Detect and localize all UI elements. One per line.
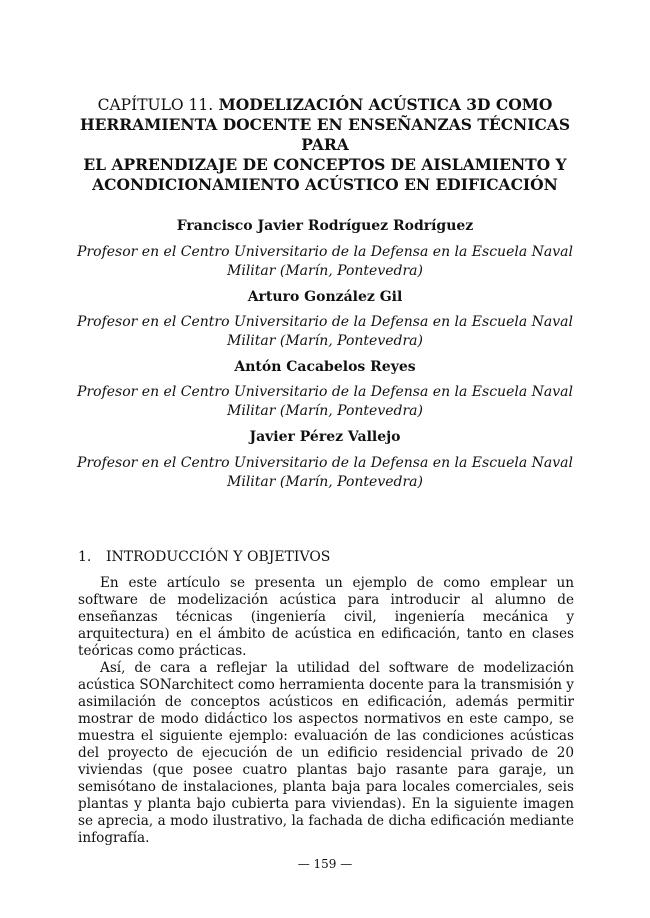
chapter-prefix: CAPÍTULO 11. xyxy=(97,96,214,114)
author-affiliation-line1: Profesor en el Centro Universitario de la Defensa en la Escuela Naval xyxy=(77,455,573,471)
author-affiliation xyxy=(60,454,590,492)
author-affiliation xyxy=(60,383,590,421)
author-name: Francisco Javier Rodríguez Rodríguez xyxy=(176,218,474,234)
page-number: — 159 — xyxy=(297,857,353,871)
author-name: Javier Pérez Vallejo xyxy=(249,429,401,445)
section-body xyxy=(78,575,574,847)
author-name: Arturo González Gil xyxy=(247,289,403,305)
author-affiliation xyxy=(60,313,590,351)
author-affiliation-line2: Militar (Marín, Pontevedra) xyxy=(227,333,423,349)
author-affiliation-line1: Profesor en el Centro Universitario de la Defensa en la Escuela Naval xyxy=(77,384,573,400)
section-title: INTRODUCCIÓN Y OBJETIVOS xyxy=(106,549,331,565)
body-paragraph: Así, de cara a reflejar la utilidad del software de modelización acústica SONarchitect como herramienta docente para la transmisión y asimilación de conceptos acústicos en edificación, además permitir mostrar de modo didáctico los aspectos normativos en este campo, se muestra el siguiente ejemplo: evaluación de las condiciones acústicas del proyecto de ejecución de un edificio residencial privado de 20 viviendas (que posee cuatro plantas bajo rasante para garaje, un semisótano de instalaciones, planta baja para locales comerciales, seis plantas y planta bajo cubierta para viviendas). En la siguiente imagen se aprecia, a modo ilustrativo, la fachada de dicha edificación mediante infografía. xyxy=(78,660,574,846)
section-number: 1. xyxy=(78,549,92,565)
author-affiliation-line1: Profesor en el Centro Universitario de la Defensa en la Escuela Naval xyxy=(77,244,573,260)
chapter-title xyxy=(70,95,580,195)
author-affiliation xyxy=(60,243,590,281)
author-affiliation-line2: Militar (Marín, Pontevedra) xyxy=(227,474,423,490)
author-name: Antón Cacabelos Reyes xyxy=(234,359,416,375)
chapter-title-line1: MODELIZACIÓN ACÚSTICA 3D COMO xyxy=(218,95,553,114)
body-paragraph: En este artículo se presenta un ejemplo de como emplear un software de modelización acústica para introducir al alumno de enseñanzas técnicas (ingeniería civil, ingeniería mecánica y arquitectura) en el ámbito de acústica en edificación, tanto en clases teóricas como prácticas. xyxy=(78,575,574,659)
chapter-title-line2: HERRAMIENTA DOCENTE EN ENSEÑANZAS TÉCNICAS PARA xyxy=(79,115,571,154)
chapter-title-line3: EL APRENDIZAJE DE CONCEPTOS DE AISLAMIENTO Y xyxy=(83,155,567,174)
author-affiliation-line2: Militar (Marín, Pontevedra) xyxy=(227,263,423,279)
author-affiliation-line1: Profesor en el Centro Universitario de la Defensa en la Escuela Naval xyxy=(77,314,573,330)
chapter-title-line4: ACONDICIONAMIENTO ACÚSTICO EN EDIFICACIÓN xyxy=(92,175,558,194)
author-affiliation-line2: Militar (Marín, Pontevedra) xyxy=(227,403,423,419)
section-heading xyxy=(78,548,330,566)
